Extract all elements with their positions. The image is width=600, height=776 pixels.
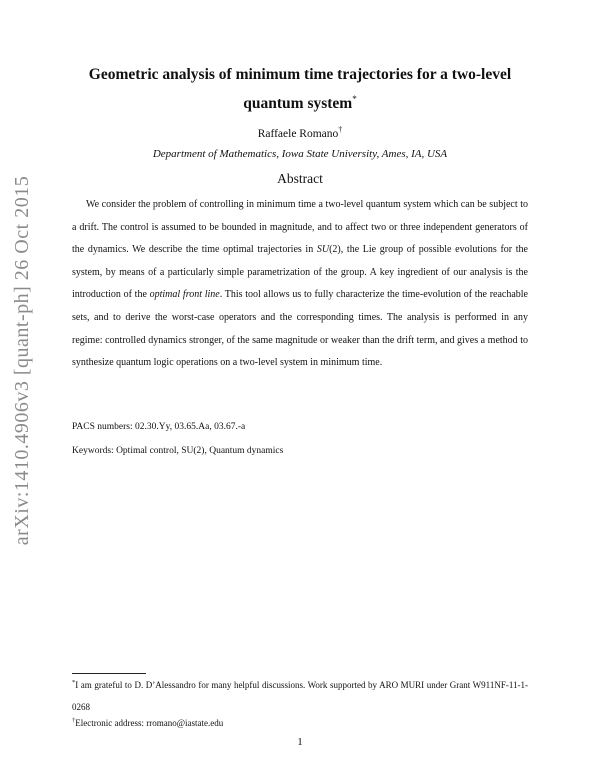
footnote-1-text: I am grateful to D. D’Alessandro for many helpful discussions. Work supported by ARO MURI under Grant W911NF-11-1-0268 bbox=[72, 680, 528, 712]
footnote-1-mark: * bbox=[72, 679, 76, 686]
abstract-heading: Abstract bbox=[277, 171, 323, 186]
page-number: 1 bbox=[297, 736, 303, 748]
abstract-text-2: , the Lie group of possible evolutions for the system, by means of a particularly simple parametrization of the group. A key ingredient of our analysis is the introduction of the bbox=[72, 244, 528, 301]
title-line-2: quantum system bbox=[243, 95, 353, 113]
footnote-2-mark: † bbox=[72, 717, 76, 724]
title-line-1: Geometric analysis of minimum time trajectories for a two-level bbox=[88, 66, 512, 83]
abstract-body bbox=[72, 194, 528, 375]
author-footnote-mark: † bbox=[338, 125, 343, 134]
pacs-numbers: PACS numbers: 02.30.Yy, 03.65.Aa, 03.67.-a bbox=[72, 422, 246, 432]
title-footnote-mark: * bbox=[352, 94, 357, 104]
abstract-emphasis: optimal front line bbox=[149, 289, 220, 301]
abstract-group-symbol: SU bbox=[316, 244, 330, 256]
arxiv-identifier-stamp bbox=[5, 175, 41, 545]
author bbox=[60, 125, 540, 140]
paper-title bbox=[60, 62, 540, 116]
arxiv-identifier-text: arXiv:1410.4906v3 [quant-ph] 26 Oct 2015 bbox=[11, 175, 34, 545]
abstract-group-arg: (2) bbox=[329, 244, 341, 256]
keywords: Keywords: Optimal control, SU(2), Quantum dynamics bbox=[72, 446, 284, 456]
footnote-email bbox=[72, 710, 528, 734]
abstract-text-1: We consider the problem of controlling in minimum time a two-level quantum system which can be subject to a drift. The control is assumed to be bounded in magnitude, and to affect two or three independent generators of the dynamics. We describe the time optimal trajectories in bbox=[72, 199, 528, 256]
affiliation: Department of Mathematics, Iowa State University, Ames, IA, USA bbox=[152, 148, 448, 160]
author-name: Raffaele Romano bbox=[257, 127, 339, 140]
abstract-text-3: . This tool allows us to fully characterize the time-evolution of the reachable sets, and to derive the worst-case operators and the corresponding times. The analysis is performed in any regime: controlled dynamics stronger, of the same magnitude or weaker than the drift term, and gives a method to synthesize quantum logic operations on a two-level system in minimum time. bbox=[72, 289, 529, 369]
footnote-2-text: Electronic address: rromano@iastate.edu bbox=[75, 718, 224, 728]
